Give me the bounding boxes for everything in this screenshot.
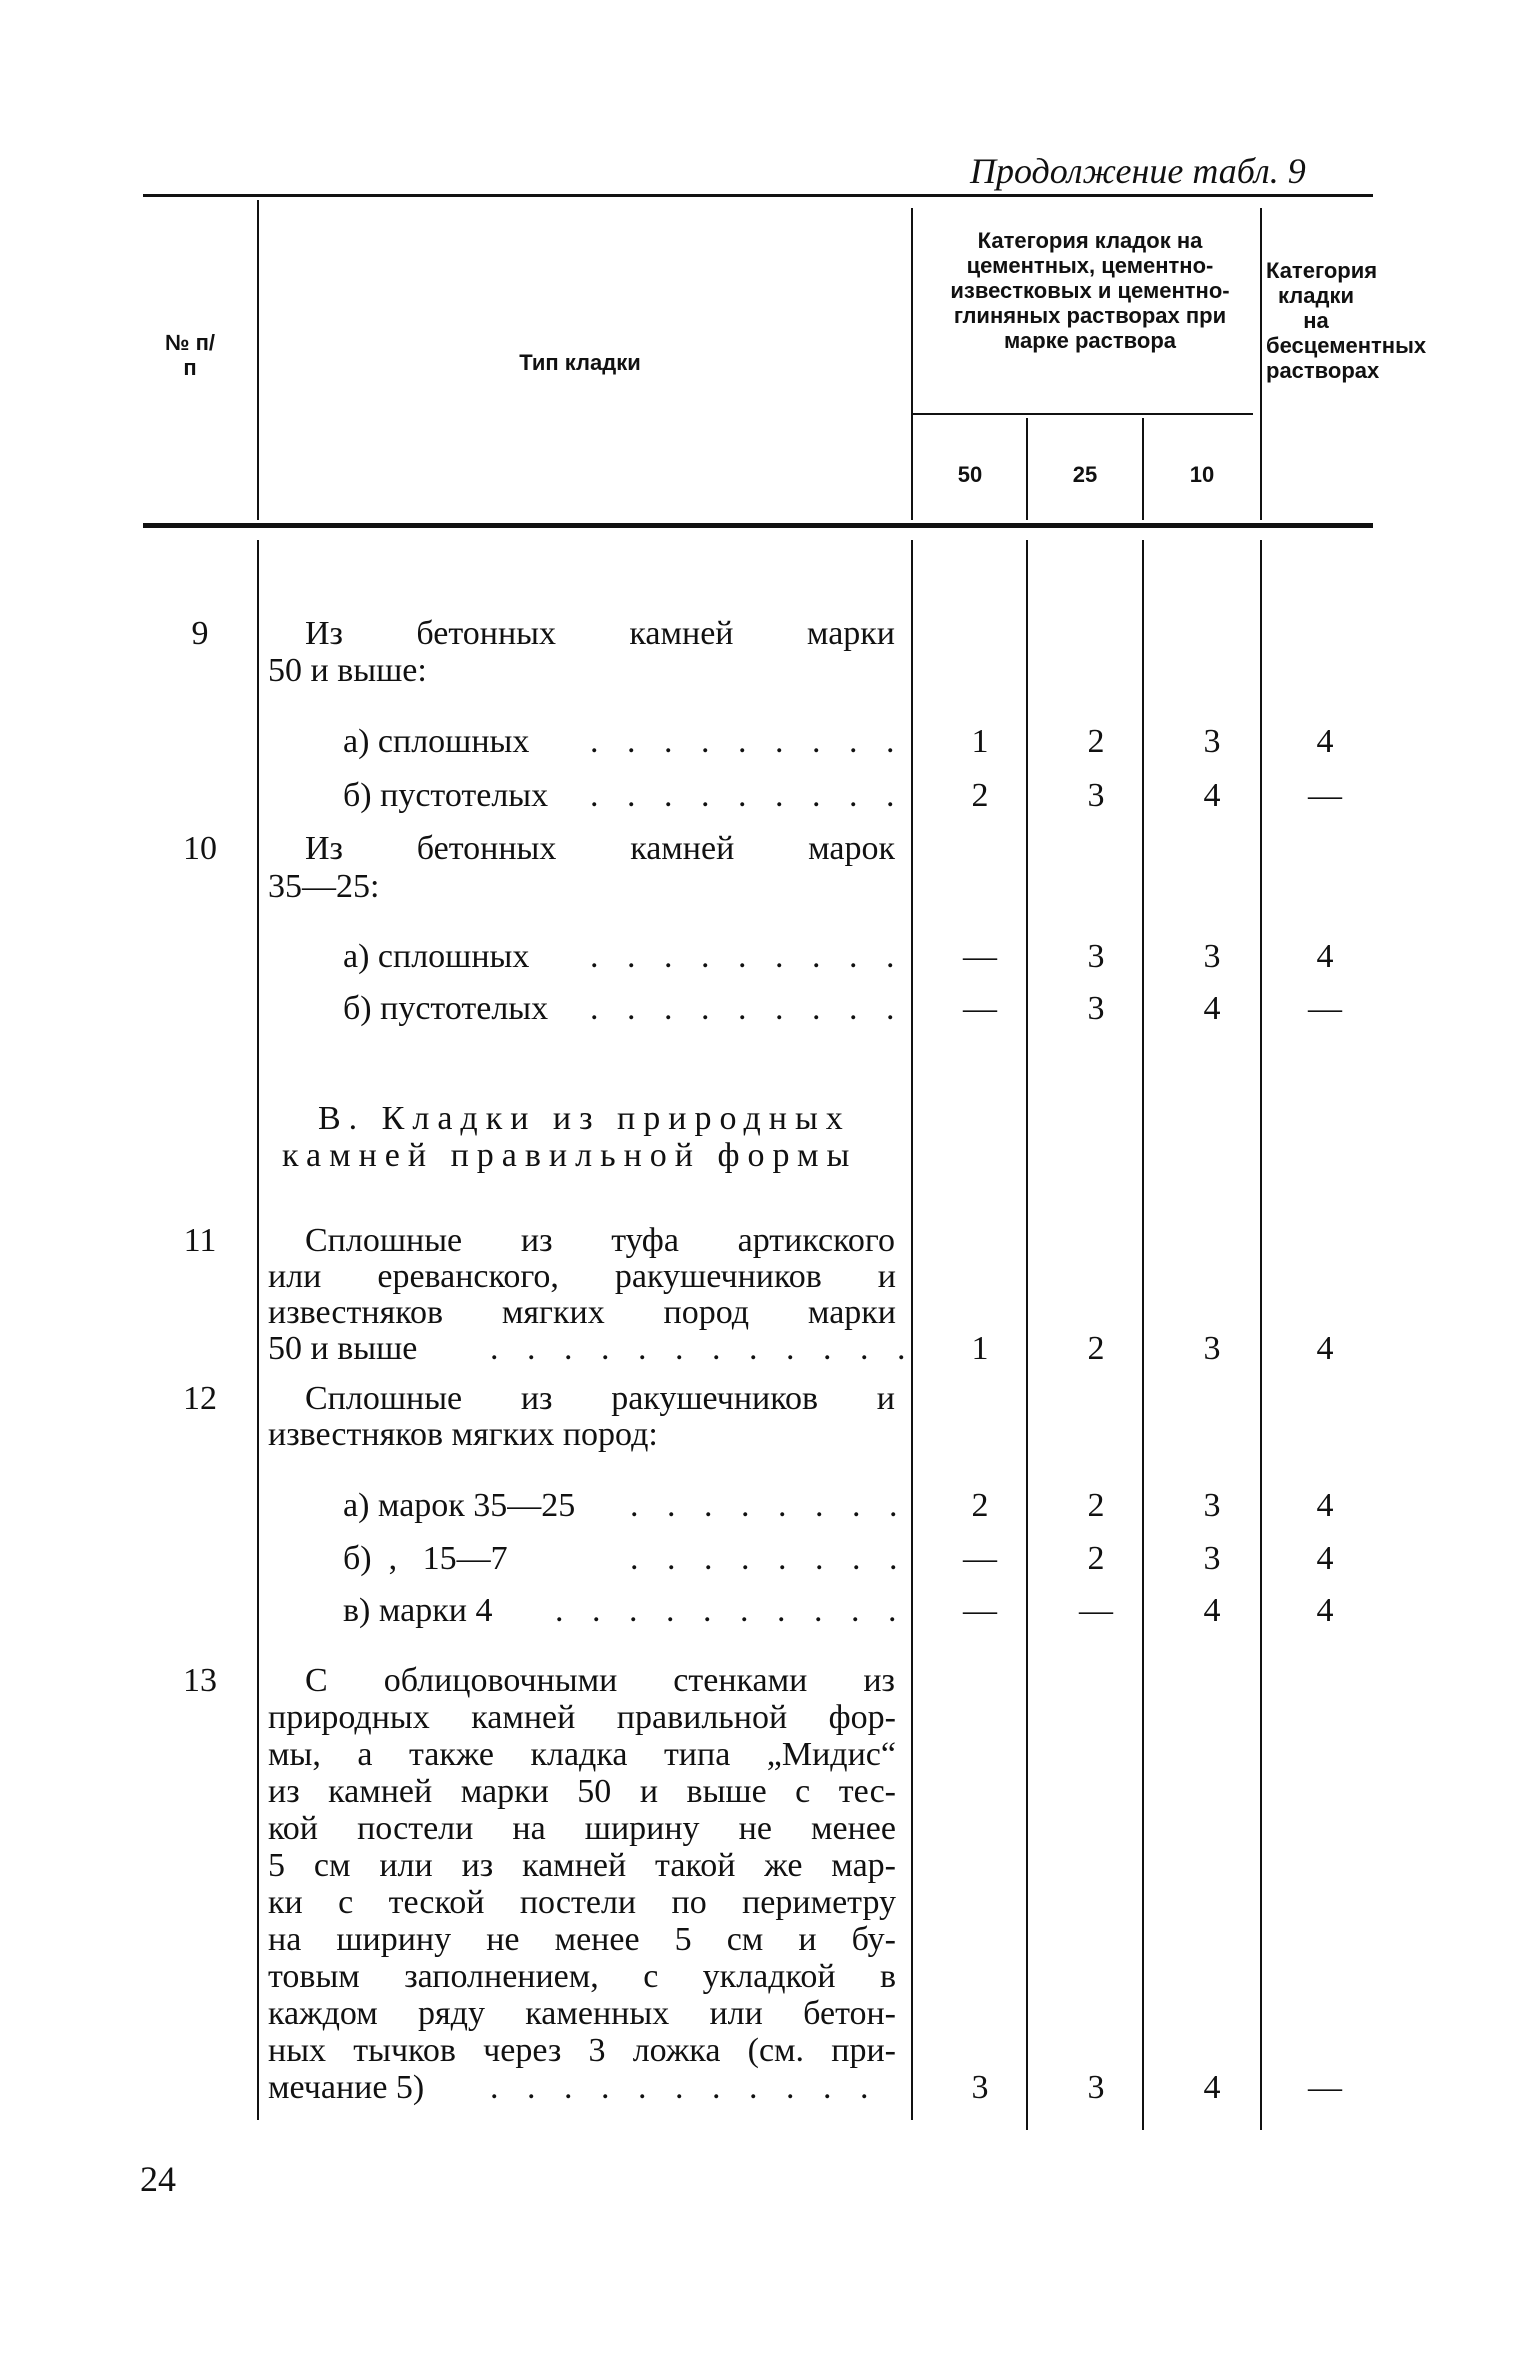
cell-value: —	[963, 1540, 997, 1577]
row-text: Сплошные из ракушечников и	[305, 1380, 895, 1417]
row-text: каждом ряду каменных или бетон-	[268, 1995, 896, 2032]
row-number: 10	[183, 830, 217, 867]
cell-value: 2	[1087, 723, 1105, 760]
row-label: б) пустотелых	[343, 777, 549, 814]
body-divider-num	[257, 540, 259, 2120]
header-group-rule	[913, 413, 1253, 415]
row-label: а) сплошных	[343, 723, 530, 760]
row-number: 11	[183, 1222, 217, 1259]
row-text: мы, а также кладка типа „Мидис“	[268, 1736, 896, 1773]
header-type: Тип кладки	[519, 350, 641, 375]
cell-value: 3	[1203, 938, 1221, 975]
header-divider-25	[1142, 418, 1144, 520]
top-rule	[143, 194, 1373, 197]
cell-value: 4	[1203, 1592, 1221, 1629]
row-text: Из бетонных камней марок	[305, 830, 895, 867]
row-text: из камней марки 50 и выше с тес-	[268, 1773, 896, 1810]
row-text: 35—25:	[268, 868, 380, 905]
table-caption: Продолжение табл. 9	[970, 151, 1306, 191]
row-text: известняков мягких пород марки	[268, 1294, 896, 1331]
row-text: Из бетонных камней марки	[305, 615, 895, 652]
cell-value: 4	[1316, 1487, 1334, 1524]
row-label: б) , 15—7	[343, 1540, 508, 1577]
header-divider-grades	[1260, 208, 1262, 520]
row-text: известняков мягких пород:	[268, 1416, 658, 1453]
row-text: товым заполнением, с укладкой в	[268, 1958, 896, 1995]
cell-value: —	[1079, 1592, 1113, 1629]
row-text: 5 см или из камней такой же мар-	[268, 1847, 896, 1884]
row-text: мечание 5)	[268, 2069, 425, 2106]
cell-value: 2	[971, 777, 989, 814]
row-number: 13	[183, 1662, 217, 1699]
cell-value: —	[963, 938, 997, 975]
row-text: ных тычков через 3 ложка (см. при-	[268, 2032, 896, 2069]
cell-value: 3	[1087, 938, 1105, 975]
body-divider-25	[1142, 540, 1144, 2130]
row-text: ки с теской постели по периметру	[268, 1884, 896, 1921]
row-number: 9	[191, 615, 209, 652]
cell-value: 4	[1203, 990, 1221, 1027]
cell-value: 3	[1087, 990, 1105, 1027]
row-label: а) марок 35—25	[343, 1487, 576, 1524]
section-heading: камней правильной формы	[282, 1137, 858, 1174]
cell-value: —	[1308, 777, 1342, 814]
header-grade-10: 10	[1189, 462, 1215, 487]
header-grade-50: 50	[957, 462, 983, 487]
cell-value: —	[1308, 2069, 1342, 2106]
leader-dots: . . . . . . . . . . .	[490, 2069, 879, 2106]
header-noncement: Категория кладки на бесцементных растворах	[1266, 258, 1427, 383]
body-divider-10	[1260, 540, 1262, 2130]
row-text: С облицовочными стенками из	[305, 1662, 895, 1699]
row-number: 12	[183, 1380, 217, 1417]
cell-value: 2	[1087, 1330, 1105, 1367]
cell-value: 1	[971, 1330, 989, 1367]
leader-dots: . . . . . . . .	[630, 1487, 908, 1524]
leader-dots: . . . . . . . . .	[590, 723, 905, 760]
cell-value: 3	[971, 2069, 989, 2106]
row-text: природных камней правильной фор-	[268, 1699, 896, 1736]
body-divider-50	[1026, 540, 1028, 2130]
row-text: или ереванского, ракушечников и	[268, 1258, 896, 1295]
cell-value: 4	[1203, 2069, 1221, 2106]
row-text: кой постели на ширину не менее	[268, 1810, 896, 1847]
cell-value: 4	[1316, 1592, 1334, 1629]
cell-value: —	[963, 1592, 997, 1629]
cell-value: 4	[1316, 1540, 1334, 1577]
header-bottom-rule	[143, 523, 1373, 528]
row-text: 50 и выше	[268, 1330, 418, 1367]
leader-dots: . . . . . . . . . .	[555, 1592, 907, 1629]
leader-dots: . . . . . . . . .	[590, 777, 905, 814]
cell-value: 3	[1087, 2069, 1105, 2106]
cell-value: 4	[1203, 777, 1221, 814]
cell-value: 4	[1316, 938, 1334, 975]
header-grade-25: 25	[1072, 462, 1098, 487]
cell-value: 3	[1203, 1540, 1221, 1577]
header-divider-50	[1026, 418, 1028, 520]
header-num: № п/п	[164, 330, 216, 380]
cell-value: —	[1308, 990, 1342, 1027]
header-cement-group: Категория кладок на цементных, цементно-известковых и цементно-глиняных растворах при марке раствора	[950, 228, 1230, 353]
row-label: а) сплошных	[343, 938, 530, 975]
cell-value: 2	[971, 1487, 989, 1524]
cell-value: 3	[1087, 777, 1105, 814]
page-number: 24	[140, 2159, 176, 2199]
cell-value: 2	[1087, 1540, 1105, 1577]
cell-value: 1	[971, 723, 989, 760]
cell-value: 4	[1316, 723, 1334, 760]
row-text: 50 и выше:	[268, 652, 427, 689]
cell-value: —	[963, 990, 997, 1027]
row-text: Сплошные из туфа артикского	[305, 1222, 895, 1259]
row-label: б) пустотелых	[343, 990, 549, 1027]
row-label: в) марки 4	[343, 1592, 493, 1629]
cell-value: 4	[1316, 1330, 1334, 1367]
cell-value: 3	[1203, 1330, 1221, 1367]
cell-value: 3	[1203, 1487, 1221, 1524]
cell-value: 2	[1087, 1487, 1105, 1524]
row-text: на ширину не менее 5 см и бу-	[268, 1921, 896, 1958]
header-divider-type	[911, 208, 913, 520]
leader-dots: . . . . . . . . . . . .	[490, 1330, 916, 1367]
cell-value: 3	[1203, 723, 1221, 760]
leader-dots: . . . . . . . .	[630, 1540, 908, 1577]
leader-dots: . . . . . . . . .	[590, 990, 905, 1027]
leader-dots: . . . . . . . . .	[590, 938, 905, 975]
section-heading: В. Кладки из природных	[318, 1100, 851, 1137]
header-divider-num	[257, 200, 259, 520]
